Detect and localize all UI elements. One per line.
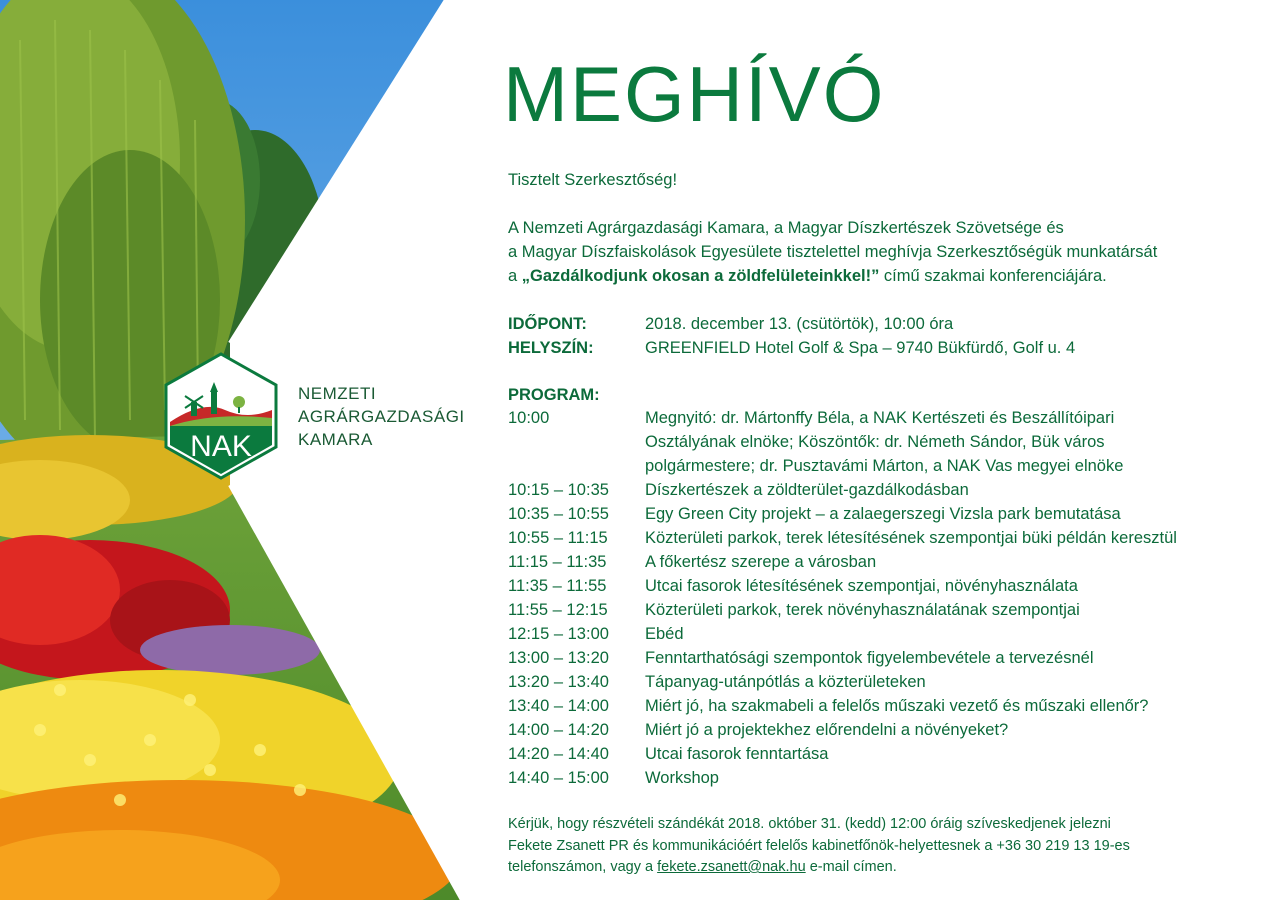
program-desc: Miért jó, ha szakmabeli a felelős műszaki vezető és műszaki ellenőr?: [645, 697, 1149, 715]
intro-line-3: [508, 264, 1107, 288]
org-name-line: NEMZETI: [298, 384, 377, 403]
program-time: 14:40 – 15:00: [508, 769, 609, 787]
footer-suffix: e-mail címen.: [805, 859, 897, 875]
program-item: [508, 766, 719, 790]
program-desc: Utcai fasorok fenntartása: [645, 745, 829, 763]
footer-line-2: Fekete Zsanett PR és kommunikációért felelős kabinetfőnök-helyettesnek a +36 30 219 13 19-es: [508, 837, 1130, 854]
footer-line-3: [508, 857, 1130, 879]
program-time: 14:20 – 14:40: [508, 745, 609, 763]
intro-line-2: a Magyar Díszfaiskolások Egyesülete tisztelettel meghívja Szerkesztőségük munkatársát: [508, 243, 1158, 261]
intro-prefix: a: [508, 267, 522, 285]
program-time: 10:15 – 10:35: [508, 481, 609, 499]
program-item: [508, 526, 1177, 550]
program-item: [508, 598, 1080, 622]
page-title: MEGHÍVÓ: [503, 50, 886, 138]
program-time: 10:55 – 11:15: [508, 529, 608, 547]
program-desc: Osztályának elnöke; Köszöntők: dr. Németh Sándor, Bük város: [645, 433, 1105, 451]
program-item: [508, 478, 969, 502]
program-desc: Közterületi parkok, terek létesítésének szempontjai büki példán keresztül: [645, 529, 1177, 547]
program-time: 10:00: [508, 409, 550, 427]
intro-suffix: című szakmai konferenciájára.: [879, 267, 1107, 285]
program-desc: Tápanyag-utánpótlás a közterületeken: [645, 673, 926, 691]
program-time: 10:35 – 10:55: [508, 505, 609, 523]
nak-logo-icon: [163, 352, 279, 480]
place-label: HELYSZÍN:: [508, 339, 594, 357]
program-item-opening-cont: [508, 454, 1123, 478]
email-link[interactable]: fekete.zsanett@nak.hu: [657, 859, 806, 875]
logo-abbr: NAK: [190, 430, 252, 463]
program-item: [508, 694, 1148, 718]
program-desc: Fenntarthatósági szempontok figyelembevétele a tervezésnél: [645, 649, 1094, 667]
program-label: PROGRAM:: [508, 386, 600, 404]
org-name-line: AGRÁRGAZDASÁGI: [298, 407, 465, 426]
program-desc: Miért jó a projektekhez előrendelni a növényeket?: [645, 721, 1009, 739]
organization-name: [298, 382, 465, 451]
org-name-line: KAMARA: [298, 430, 373, 449]
program-desc: Közterületi parkok, terek növényhasználatának szempontjai: [645, 601, 1080, 619]
program-time: 13:40 – 14:00: [508, 697, 609, 715]
place-row: [508, 336, 1075, 360]
program-desc: Utcai fasorok létesítésének szempontjai, növényhasználata: [645, 577, 1078, 595]
footer-line-1: Kérjük, hogy részvételi szándékát 2018. október 31. (kedd) 12:00 óráig szíveskedjenek jelezni: [508, 816, 1111, 832]
program-item: [508, 718, 1008, 742]
program-item: [508, 550, 876, 574]
place-value: GREENFIELD Hotel Golf & Spa – 9740 Bükfürdő, Golf u. 4: [645, 339, 1076, 357]
program-item: [508, 502, 1121, 526]
program-desc: Workshop: [645, 769, 719, 787]
program-item: [508, 574, 1078, 598]
program-item: [508, 670, 926, 694]
program-item-opening-cont: [508, 430, 1105, 454]
program-desc: Megnyitó: dr. Mártonffy Béla, a NAK Kertészeti és Beszállítóipari: [645, 409, 1115, 427]
program-time: 12:15 – 13:00: [508, 625, 609, 643]
program-desc: Díszkertészek a zöldterület-gazdálkodásban: [645, 481, 969, 499]
program-time: 13:20 – 13:40: [508, 673, 609, 691]
program-desc: Ebéd: [645, 625, 684, 643]
program-time: 11:15 – 11:35: [508, 553, 607, 571]
program-time: 13:00 – 13:20: [508, 649, 609, 667]
program-item: [508, 646, 1094, 670]
date-value: 2018. december 13. (csütörtök), 10:00 óra: [645, 315, 954, 333]
date-row: [508, 312, 953, 336]
program-time: 14:00 – 14:20: [508, 721, 609, 739]
salutation: Tisztelt Szerkesztőség!: [508, 171, 678, 189]
intro-line-1: A Nemzeti Agrárgazdasági Kamara, a Magyar Díszkertészek Szövetsége és: [508, 219, 1064, 237]
conference-title: „Gazdálkodjunk okosan a zöldfelületeinkkel!”: [521, 267, 880, 285]
program-time: 11:35 – 11:55: [508, 577, 607, 595]
date-label: IDŐPONT:: [508, 315, 587, 333]
program-desc: Egy Green City projekt – a zalaegerszegi Vizsla park bemutatása: [645, 505, 1121, 523]
program-desc: A főkertész szerepe a városban: [645, 553, 877, 571]
program-item-opening: [508, 406, 1114, 430]
program-desc: polgármestere; dr. Pusztavámi Márton, a NAK Vas megyei elnöke: [645, 457, 1124, 475]
program-item: [508, 742, 828, 766]
footer-note: [508, 814, 1130, 879]
program-item: [508, 622, 684, 646]
footer-prefix: telefonszámon, vagy a: [508, 859, 658, 875]
program-time: 11:55 – 12:15: [508, 601, 608, 619]
